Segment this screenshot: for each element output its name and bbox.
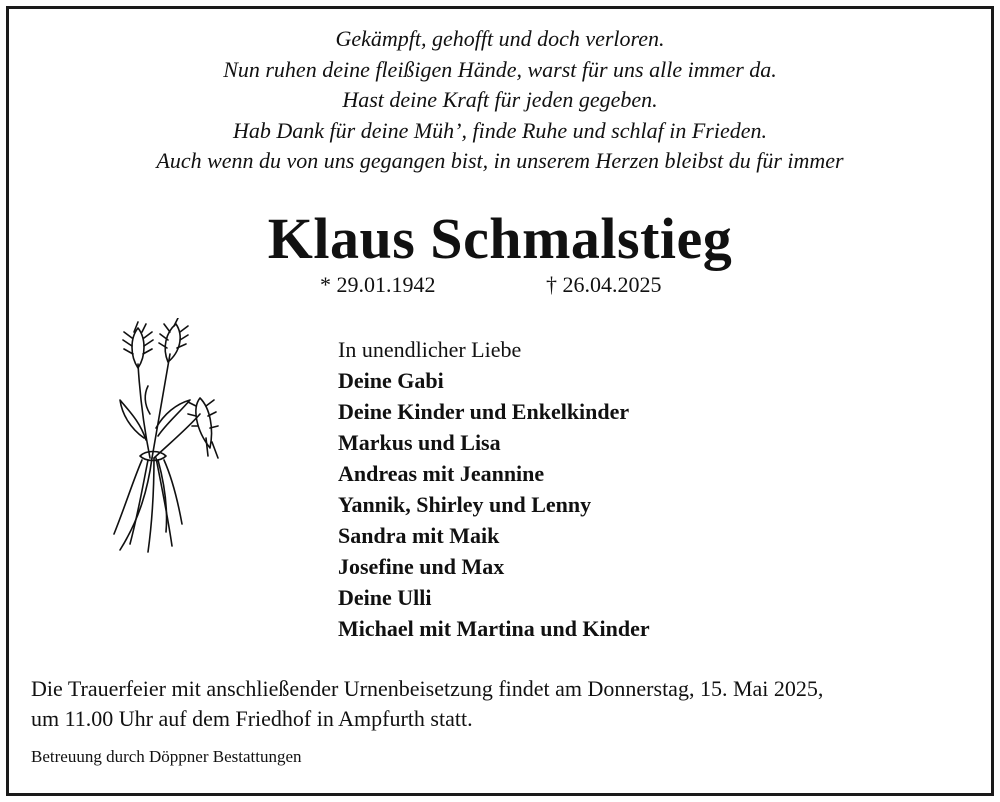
family-member: Markus und Lisa bbox=[338, 430, 501, 455]
family-member: Andreas mit Jeannine bbox=[338, 461, 545, 486]
poem-line: Gekämpft, gehofft und doch verloren. bbox=[335, 26, 665, 51]
family-member: Josefine und Max bbox=[338, 554, 505, 579]
family-intro: In unendlicher Liebe bbox=[338, 337, 522, 362]
poem bbox=[0, 24, 1000, 177]
poem-line: Auch wenn du von uns gegangen bist, in unserem Herzen bleibst du für immer bbox=[156, 148, 844, 173]
ceremony-line: um 11.00 Uhr auf dem Friedhof in Ampfurth statt. bbox=[31, 706, 473, 731]
deceased-name: Klaus Schmalstieg bbox=[267, 206, 733, 271]
birth-date: * 29.01.1942 bbox=[320, 272, 436, 297]
family-member: Deine Ulli bbox=[338, 585, 432, 610]
family-member: Michael mit Martina und Kinder bbox=[338, 616, 650, 641]
ceremony-notice bbox=[31, 674, 823, 734]
family-member: Deine Gabi bbox=[338, 368, 444, 393]
undertaker-credit: Betreuung durch Döppner Bestattungen bbox=[31, 747, 302, 766]
family-member: Deine Kinder und Enkelkinder bbox=[338, 399, 630, 424]
family-list bbox=[338, 334, 650, 644]
family-member: Yannik, Shirley und Lenny bbox=[338, 492, 592, 517]
ceremony-line: Die Trauerfeier mit anschließender Urnenbeisetzung findet am Donnerstag, 15. Mai 2025, bbox=[31, 676, 824, 701]
poem-line: Hast deine Kraft für jeden gegeben. bbox=[342, 87, 658, 112]
family-member: Sandra mit Maik bbox=[338, 523, 500, 548]
poem-line: Hab Dank für deine Müh’, finde Ruhe und schlaf in Frieden. bbox=[232, 117, 767, 143]
wheat-bundle-icon bbox=[100, 318, 230, 558]
death-date: † 26.04.2025 bbox=[546, 272, 662, 297]
poem-line: Nun ruhen deine fleißigen Hände, warst für uns alle immer da. bbox=[223, 56, 777, 82]
